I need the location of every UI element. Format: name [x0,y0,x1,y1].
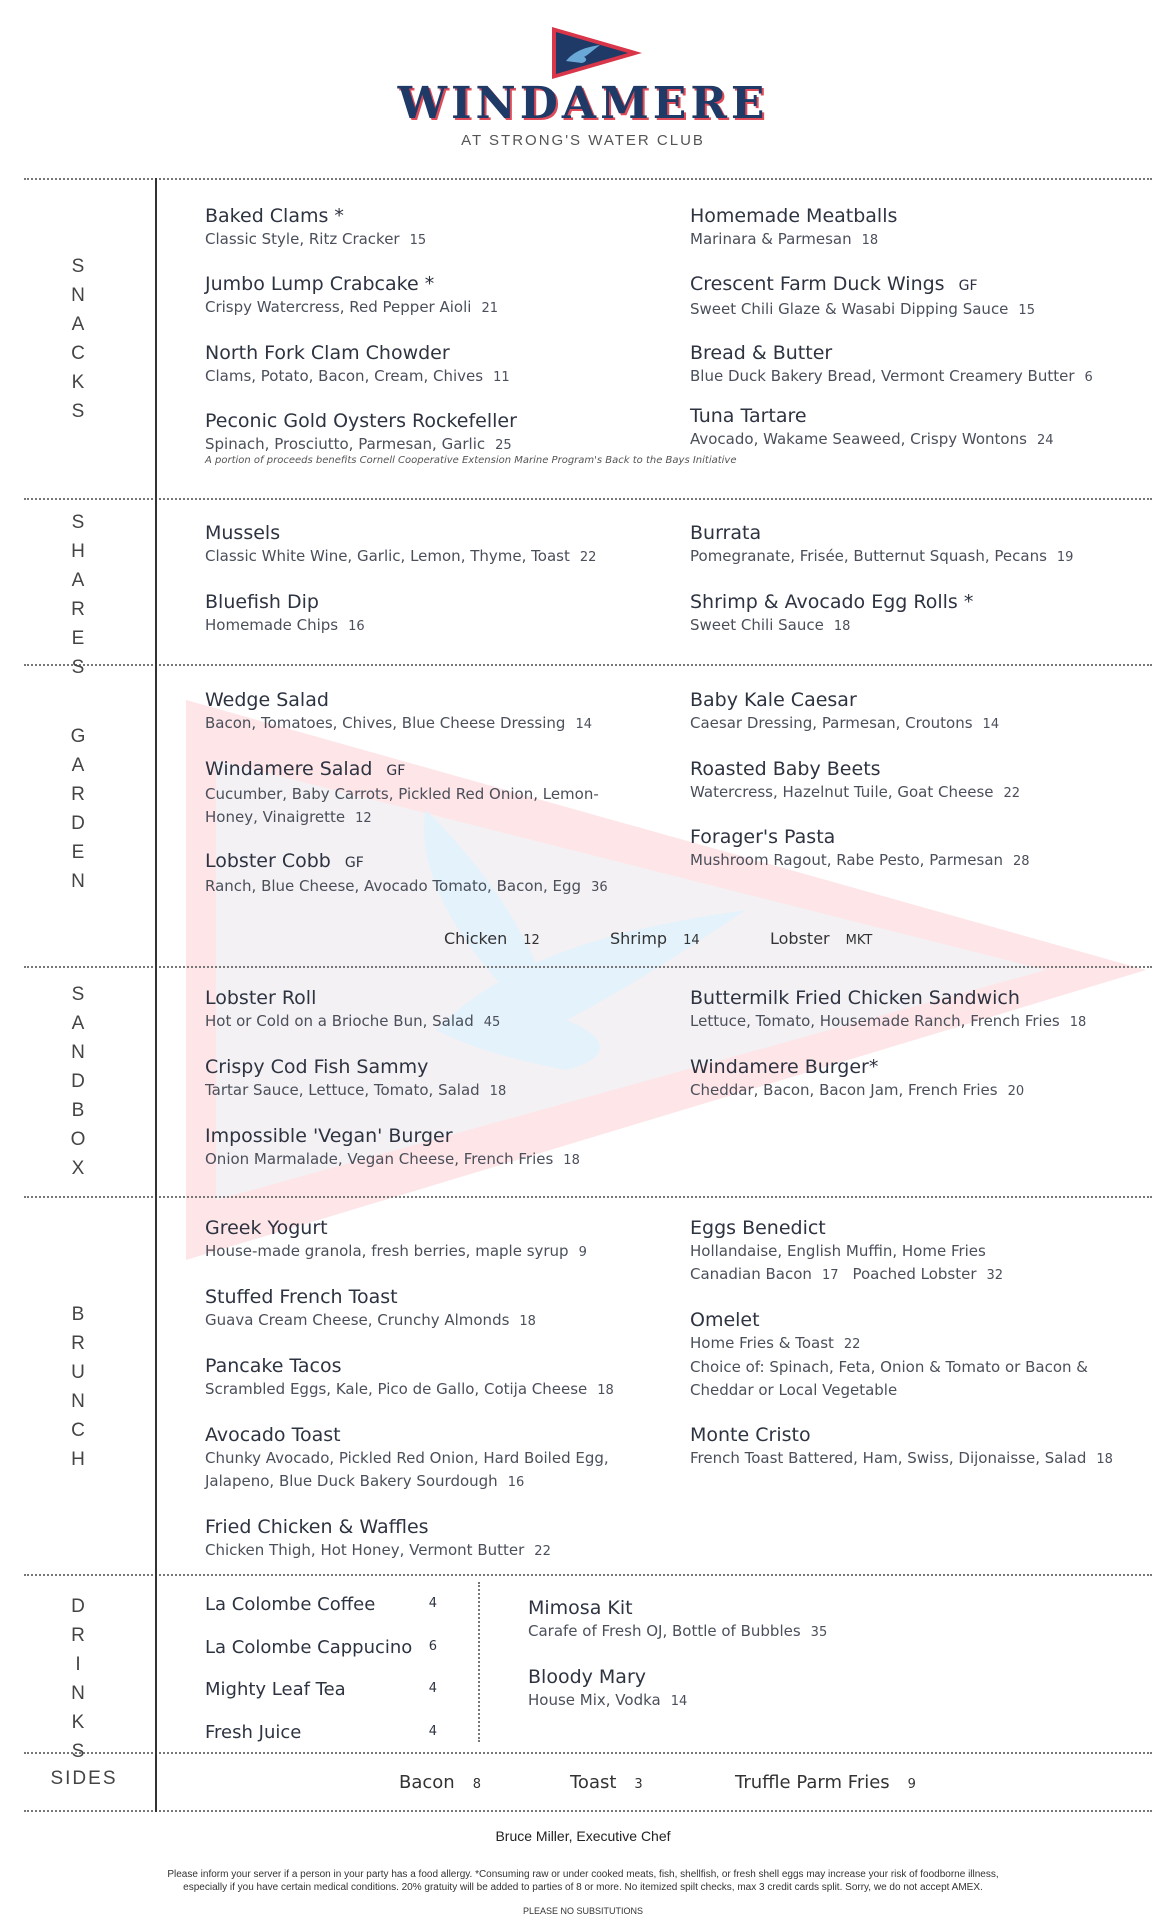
item-desc: Hot or Cold on a Brioche Bun, Salad [205,1012,474,1030]
item-name: Monte Cristo [690,1424,811,1446]
item-price: 14 [982,717,1000,732]
side-item [399,1772,481,1793]
item-name: Greek Yogurt [205,1217,328,1239]
menu-item [205,986,500,1034]
item-price: 22 [579,550,597,565]
item-name: Roasted Baby Beets [690,758,881,780]
addon-price: 14 [683,933,700,948]
item-desc: Sweet Chili Sauce [690,616,824,634]
divider [24,1810,1152,1812]
item-desc: Canadian Bacon [690,1265,812,1283]
item-name: Bluefish Dip [205,591,319,613]
menu-item [205,341,510,389]
item-name: Buttermilk Fried Chicken Sandwich [690,987,1020,1009]
item-desc: Cheddar or Local Vegetable [690,1381,898,1399]
item-price: 35 [810,1625,828,1640]
item-name: Mimosa Kit [528,1597,633,1619]
item-name: Impossible 'Vegan' Burger [205,1125,453,1147]
item-price: 4 [428,1681,437,1696]
item-desc: House Mix, Vodka [528,1691,661,1709]
chef-credit: Bruce Miller, Executive Chef [495,1828,671,1844]
item-desc: Marinara & Parmesan [690,230,852,248]
menu-item [205,272,498,320]
item-name: Lobster Cobb [205,850,331,872]
addon-name: Chicken [444,929,508,948]
addon-chicken [444,929,540,948]
section-label-drinks: D R I N K S [71,1596,85,1762]
item-name: Peconic Gold Oysters Rockefeller [205,410,517,432]
item-desc: Classic Style, Ritz Cracker [205,230,400,248]
item-price: 14 [575,717,592,732]
section-label-shares: S H A R E S [71,512,85,678]
item-desc: Chicken Thigh, Hot Honey, Vermont Butter [205,1541,525,1559]
menu-item [690,404,1053,452]
item-name: Truffle Parm Fries [735,1772,890,1793]
item-name: Bloody Mary [528,1666,646,1688]
item-price: 24 [1036,433,1054,448]
item-desc: Home Fries & Toast [690,1334,834,1352]
vertical-divider [155,178,157,1812]
menu-item [205,1285,536,1333]
item-price: 11 [493,370,510,385]
divider [24,1196,1152,1198]
item-desc: Poached Lobster [852,1265,977,1283]
menu-item [690,1423,1113,1471]
item-price: 9 [907,1777,916,1792]
menu-item [205,1216,587,1264]
item-price: 25 [495,438,512,453]
item-desc: Mushroom Ragout, Rabe Pesto, Parmesan [690,851,1004,869]
menu-item [205,1124,580,1172]
item-name: Bread & Butter [690,342,833,364]
item-desc: Lettuce, Tomato, Housemade Ranch, French Fries [690,1012,1060,1030]
item-name: Mussels [205,522,281,544]
item-name: Jumbo Lump Crabcake * [205,273,435,295]
item-price: 22 [534,1544,551,1559]
section-label-sandbox: S A N D B O X [70,984,86,1179]
divider [24,664,1152,666]
item-price: 20 [1007,1084,1025,1099]
menu-item [205,757,599,830]
item-desc: Avocado, Wakame Seaweed, Crispy Wontons [690,430,1027,448]
item-desc: Cheddar, Bacon, Bacon Jam, French Fries [690,1081,998,1099]
item-name: La Colombe Coffee [205,1594,376,1615]
section-label-sides: SIDES [50,1768,118,1789]
item-name: Forager's Pasta [690,826,836,848]
gf-tag: GF [958,278,978,294]
item-desc: Onion Marmalade, Vegan Cheese, French Fries [205,1150,554,1168]
item-name: Toast [570,1772,617,1793]
item-desc: Scrambled Eggs, Kale, Pico de Gallo, Cotija Cheese [205,1380,588,1398]
item-desc: House-made granola, fresh berries, maple syrup [205,1242,569,1260]
item-desc: Pomegranate, Frisée, Butternut Squash, Pecans [690,547,1047,565]
disclaimer-line: especially if you have certain medical conditions. 20% gratuity will be added to parties of 8 or more. No itemized spilt checks, max 3 credit cards split. Sorry, we do not accept AMEX. [183,1882,983,1893]
side-item [570,1772,643,1793]
section-label-brunch: B R U N C H [71,1304,85,1470]
item-price: 8 [472,1777,481,1792]
allergy-disclaimer [110,1868,1056,1894]
menu-item [205,1055,506,1103]
divider [24,1752,1152,1754]
item-price: 12 [355,811,372,826]
divider [24,498,1152,500]
menu-item [205,204,426,252]
menu-item [690,590,973,638]
divider [24,178,1152,180]
item-price: 22 [843,1337,861,1352]
item-price: 19 [1056,550,1074,565]
menu-item [690,825,1030,873]
item-name: Tuna Tartare [690,405,807,427]
item-name: Stuffed French Toast [205,1286,398,1308]
item-name: Homemade Meatballs [690,205,898,227]
item-name: Windamere Burger* [690,1056,879,1078]
item-price: 18 [563,1153,580,1168]
drink-item [205,1637,437,1658]
menu-item [205,521,596,569]
item-name: Baked Clams * [205,205,344,227]
menu-item [205,409,737,466]
item-name: Mighty Leaf Tea [205,1679,346,1700]
item-name: Crispy Cod Fish Sammy [205,1056,429,1078]
item-name: North Fork Clam Chowder [205,342,450,364]
item-price: 6 [428,1639,437,1654]
menu-item [528,1665,687,1713]
menu-item [690,1055,1024,1103]
item-price: 3 [634,1777,643,1792]
divider [24,966,1152,968]
addon-name: Shrimp [610,929,668,948]
menu-item [690,757,1020,805]
menu-item [690,272,1035,322]
item-price: 36 [591,880,608,895]
item-desc: Choice of: Spinach, Feta, Onion & Tomato or Bacon & [690,1358,1088,1376]
item-desc: French Toast Battered, Ham, Swiss, Dijonaisse, Salad [690,1449,1087,1467]
item-price: 15 [1018,303,1035,318]
menu-item [205,1354,614,1402]
item-desc: Honey, Vinaigrette [205,808,346,826]
drink-item [205,1594,437,1615]
item-price: 28 [1013,854,1030,869]
side-item [735,1772,916,1793]
item-note: A portion of proceeds benefits Cornell Cooperative Extension Marine Program's Back to the Bays Initiative [205,455,737,466]
item-price: 14 [670,1694,688,1709]
item-desc: Homemade Chips [205,616,339,634]
menu-item [528,1596,827,1644]
item-price: 6 [1084,370,1093,385]
item-name: Lobster Roll [205,987,317,1009]
item-desc: Watercress, Hazelnut Tuile, Goat Cheese [690,783,994,801]
drink-item [205,1679,437,1700]
menu-item [205,1423,609,1494]
substitution-note: PLEASE NO SUBSITUTIONS [522,1906,644,1916]
item-price: 4 [428,1596,437,1611]
item-name: Shrimp & Avocado Egg Rolls * [690,591,974,613]
item-desc: Crispy Watercress, Red Pepper Aioli [205,298,472,316]
item-price: 32 [986,1268,1004,1283]
item-name: Avocado Toast [205,1424,341,1446]
item-price: 21 [481,301,498,316]
item-desc: Clams, Potato, Bacon, Cream, Chives [205,367,484,385]
item-price: 18 [489,1084,507,1099]
item-desc: Spinach, Prosciutto, Parmesan, Garlic [205,435,486,453]
item-name: Fried Chicken & Waffles [205,1516,429,1538]
brand-subtitle: AT STRONG'S WATER CLUB [461,132,705,149]
item-name: Bacon [399,1772,455,1793]
item-price: 4 [428,1724,437,1739]
menu-item [690,521,1073,569]
addon-shrimp [610,929,700,948]
item-desc: Tartar Sauce, Lettuce, Tomato, Salad [205,1081,480,1099]
item-name: Pancake Tacos [205,1355,342,1377]
item-price: 45 [483,1015,501,1030]
menu-item [690,986,1086,1034]
item-desc: Caesar Dressing, Parmesan, Croutons [690,714,973,732]
item-name: Wedge Salad [205,689,329,711]
section-label-snacks: S N A C K S [71,256,85,422]
menu-item [690,341,1093,389]
item-price: 18 [861,233,879,248]
item-name: Windamere Salad [205,758,373,780]
item-price: 18 [1069,1015,1087,1030]
item-desc: Jalapeno, Blue Duck Bakery Sourdough [205,1472,498,1490]
addon-lobster [770,929,872,948]
item-price: 17 [821,1268,839,1283]
item-desc: Classic White Wine, Garlic, Lemon, Thyme, Toast [205,547,570,565]
item-desc: Carafe of Fresh OJ, Bottle of Bubbles [528,1622,801,1640]
pennant-flag-bird-icon [552,27,642,79]
item-name: Burrata [690,522,762,544]
item-name: Eggs Benedict [690,1217,826,1239]
item-desc: Hollandaise, English Muffin, Home Fries [690,1242,986,1260]
item-price: 16 [348,619,365,634]
menu-item [690,1216,1003,1287]
menu-item [205,688,592,736]
drinks-divider [478,1582,480,1742]
item-name: Baby Kale Caesar [690,689,857,711]
item-desc: Chunky Avocado, Pickled Red Onion, Hard Boiled Egg, [205,1449,609,1467]
divider [24,1574,1152,1576]
menu-item [690,688,999,736]
item-price: 18 [1096,1452,1113,1467]
item-price: 9 [578,1245,587,1260]
item-price: 22 [1003,786,1021,801]
menu-item [205,1515,551,1563]
item-name: Fresh Juice [205,1722,302,1743]
addon-price: 12 [523,933,540,948]
item-desc: Blue Duck Bakery Bread, Vermont Creamery Butter [690,367,1075,385]
item-price: 18 [597,1383,614,1398]
disclaimer-line: Please inform your server if a person in your party has a food allergy. *Consuming raw or under cooked meats, fish, shellfish, or fresh shell eggs may increase your risk of foodborne illness, [167,1869,999,1880]
item-price: 18 [519,1314,536,1329]
item-desc: Guava Cream Cheese, Crunchy Almonds [205,1311,510,1329]
item-name: Crescent Farm Duck Wings [690,273,945,295]
drink-item [205,1722,437,1743]
item-name: Omelet [690,1309,760,1331]
menu-item [690,1308,1088,1402]
item-desc: Ranch, Blue Cheese, Avocado Tomato, Bacon, Egg [205,877,582,895]
item-price: 18 [833,619,851,634]
item-desc: Cucumber, Baby Carrots, Pickled Red Onion, Lemon- [205,785,599,803]
item-desc: Bacon, Tomatoes, Chives, Blue Cheese Dressing [205,714,566,732]
menu-item [690,204,897,252]
item-name: La Colombe Cappucino [205,1637,413,1658]
item-price: 15 [409,233,427,248]
item-desc: Sweet Chili Glaze & Wasabi Dipping Sauce [690,300,1009,318]
menu-item [205,849,608,899]
addon-price: MKT [845,933,873,948]
addon-name: Lobster [770,929,830,948]
gf-tag: GF [386,763,406,779]
brand-name: WINDAMERE [397,78,769,129]
gf-tag: GF [344,855,364,871]
menu-item [205,590,365,638]
section-label-garden: G A R D E N [70,726,86,892]
item-price: 16 [507,1475,525,1490]
